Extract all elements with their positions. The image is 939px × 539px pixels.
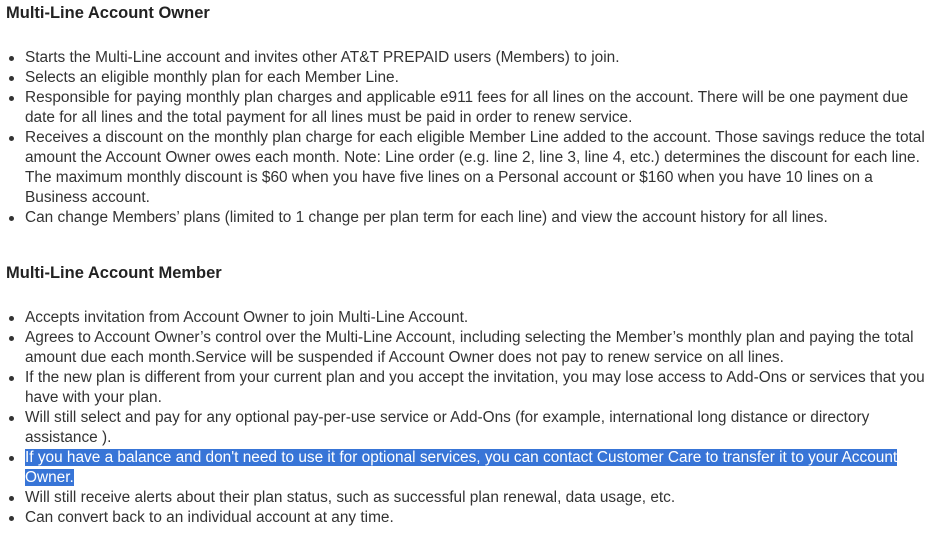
member-bullet-list: [0, 308, 932, 528]
member-section-title: Multi-Line Account Member: [6, 264, 222, 282]
list-item: [0, 68, 932, 88]
list-item: [0, 508, 932, 528]
list-item: [0, 328, 932, 368]
owner-section-title: Multi-Line Account Owner: [6, 4, 210, 22]
list-item: [0, 48, 932, 68]
list-item: [0, 208, 932, 228]
list-item-text: Can change Members’ plans (limited to 1 change per plan term for each line) and view the account history for all lines.: [25, 209, 828, 226]
list-item: [0, 488, 932, 508]
list-item-text: Can convert back to an individual account at any time.: [25, 509, 394, 526]
list-item: [0, 308, 932, 328]
selected-text-highlight: If you have a balance and don't need to use it for optional services, you can contact Customer Care to transfer it to your Account Owner.: [25, 449, 898, 486]
list-item-text: Accepts invitation from Account Owner to join Multi-Line Account.: [25, 309, 469, 326]
list-item-text: If the new plan is different from your current plan and you accept the invitation, you may lose access to Add-Ons or services that you have with your plan.: [25, 369, 925, 406]
list-item-text: Will still receive alerts about their plan status, such as successful plan renewal, data usage, etc.: [25, 489, 676, 506]
owner-bullet-list: [0, 48, 932, 228]
list-item-text: Receives a discount on the monthly plan charge for each eligible Member Line added to the account. Those savings reduce the total amount the Account Owner owes each month. Note: Line order (e.g. line 2, line 3, line 4, etc.) determines the discount for each line. The maximum monthly discount is $60 when you have five lines on a Personal account or $160 when you have 10 lines on a Business account.: [25, 129, 925, 206]
list-item: [0, 88, 932, 128]
list-item: [0, 128, 932, 208]
list-item: [0, 408, 932, 448]
list-item-text: Responsible for paying monthly plan charges and applicable e911 fees for all lines on the account. There will be one payment due date for all lines and the total payment for all lines must be paid in order to renew service.: [25, 89, 909, 126]
list-item-selected: [0, 448, 932, 488]
list-item-text: Selects an eligible monthly plan for each Member Line.: [25, 69, 399, 86]
list-item-text: Starts the Multi-Line account and invites other AT&T PREPAID users (Members) to join.: [25, 49, 620, 66]
list-item-text: Will still select and pay for any optional pay-per-use service or Add-Ons (for example, international long distance or directory assistance ).: [25, 409, 870, 446]
list-item: [0, 368, 932, 408]
list-item-text: Agrees to Account Owner’s control over the Multi-Line Account, including selecting the Member’s monthly plan and paying the total amount due each month.Service will be suspended if Account Owner does not pay to renew service on all lines.: [25, 329, 914, 366]
